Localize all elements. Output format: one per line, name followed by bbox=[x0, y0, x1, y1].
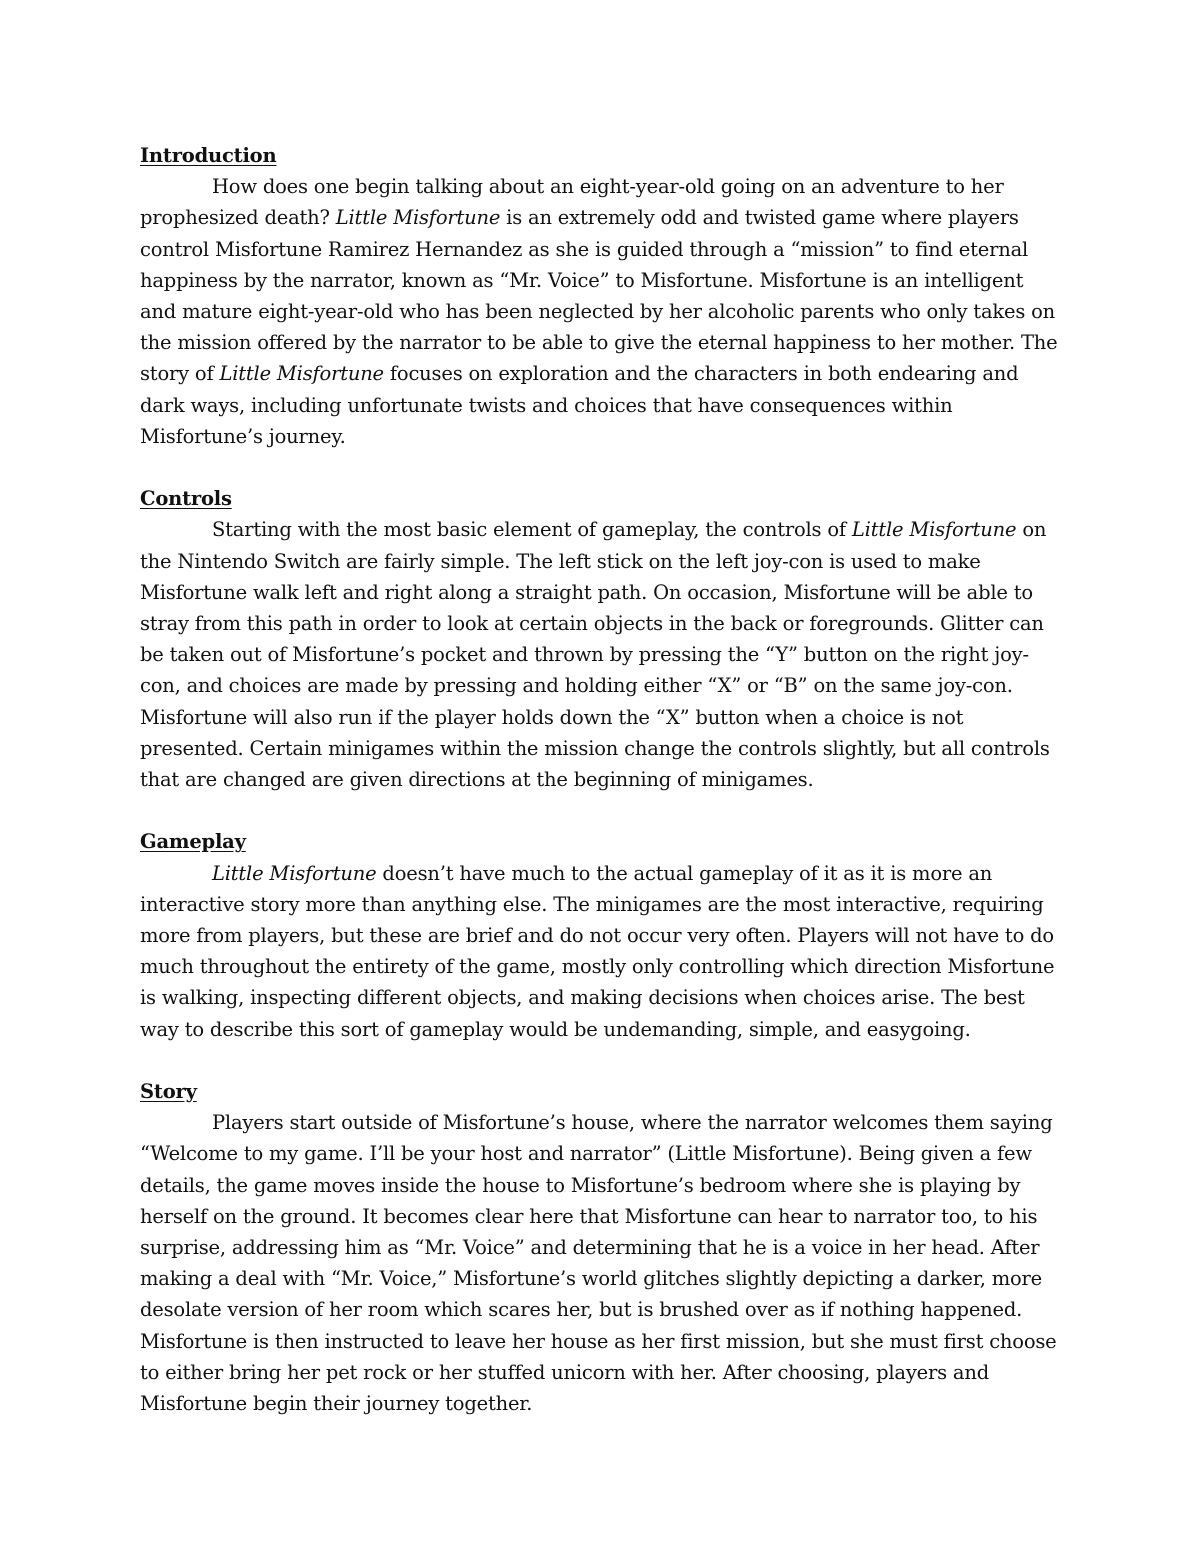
section-gameplay bbox=[140, 826, 1062, 1044]
section-paragraph bbox=[140, 1107, 1062, 1419]
text-run: doesn’t have much to the actual gameplay of it as it is more an interactive story more than anything else. The minigames are the most interactive, requiring more from players, but these are brief and do not occur very often. Players will not have to do much throughout the entirety of the game, mostly only controlling which direction Misfortune is walking, inspecting different objects, and making decisions when choices arise. The best way to describe this sort of gameplay would be undemanding, simple, and easygoing. bbox=[140, 861, 1055, 1041]
section-heading: Story bbox=[140, 1080, 197, 1104]
italic-title-run: Little Misfortune bbox=[851, 518, 1017, 542]
section-paragraph bbox=[140, 858, 1062, 1045]
section-heading: Gameplay bbox=[140, 830, 246, 854]
section-heading: Introduction bbox=[140, 144, 277, 167]
section-controls bbox=[140, 483, 1062, 795]
text-run: on the Nintendo Switch are fairly simple. The left stick on the left joy-con is used to make Misfortune walk left and right along a straight path. On occasion, Misfortune will be able to stray from this path in order to look at certain objects in the back or foregrounds. Glitter can be taken out of Misfortune’s pocket and thrown by pressing the “Y” button on the right joy-con, and choices are made by pressing and holding either “X” or “B” on the same joy-con. Misfortune will also run if the player holds down the “X” button when a choice is not presented. Certain minigames within the mission change the controls slightly, but all controls that are changed are given directions at the beginning of minigames. bbox=[140, 518, 1050, 792]
italic-title-run: Little Misfortune bbox=[212, 861, 377, 885]
text-run: focuses on exploration and the characters in both endearing and dark ways, including unfortunate twists and choices that have consequences within Misfortune’s journey. bbox=[140, 362, 1019, 448]
section-paragraph bbox=[140, 514, 1062, 795]
italic-title-run: Little Misfortune bbox=[219, 362, 384, 386]
text-run: is an extremely odd and twisted game where players control Misfortune Ramirez Hernandez as she is guided through a “mission” to find eternal happiness by the narrator, known as “Mr. Voice” to Misfortune. Misfortune is an intelligent and mature eight-year-old who has been neglected by her alcoholic parents who only takes on the mission offered by the narrator to be able to give the eternal happiness to her mother. The story of bbox=[140, 206, 1058, 386]
text-run: Players start outside of Misfortune’s house, where the narrator welcomes them saying “Welcome to my game. I’ll be your host and narrator” (Little Misfortune). Being given a few details, the game moves inside the house to Misfortune’s bedroom where she is playing by herself on the ground. It becomes clear here that Misfortune can hear to narrator too, to his surprise, addressing him as “Mr. Voice” and determining that he is a voice in her head. After making a deal with “Mr. Voice,” Misfortune’s world glitches slightly depicting a darker, more desolate version of her room which scares her, but is brushed over as if nothing happened. Misfortune is then instructed to leave her house as her first mission, but she must first choose to either bring her pet rock or her stuffed unicorn with her. After choosing, players and Misfortune begin their journey together. bbox=[140, 1111, 1057, 1416]
document-page bbox=[140, 140, 1062, 1450]
section-story bbox=[140, 1076, 1062, 1419]
section-heading: Controls bbox=[140, 487, 232, 511]
text-run: How does one begin talking about an eight-year-old going on an adventure to her prophesized death? bbox=[140, 175, 1004, 230]
section-introduction bbox=[140, 140, 1062, 452]
italic-title-run: Little Misfortune bbox=[335, 206, 501, 230]
section-paragraph bbox=[140, 171, 1062, 452]
text-run: Starting with the most basic element of gameplay, the controls of bbox=[212, 518, 852, 542]
